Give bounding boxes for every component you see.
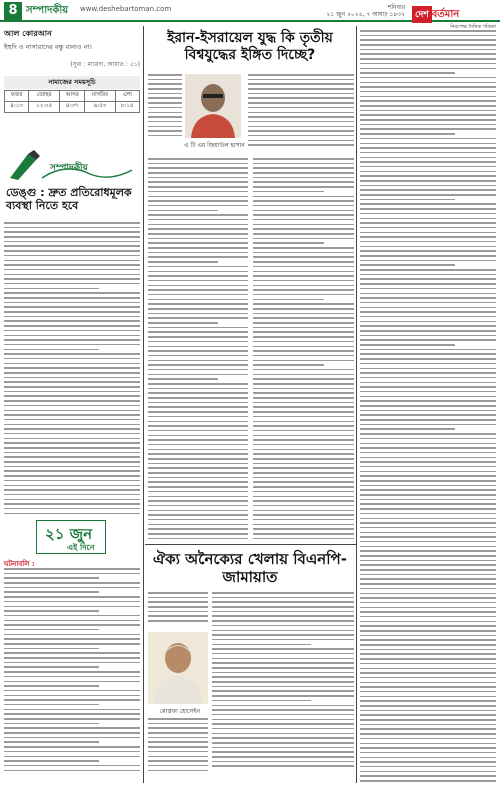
- quote-block: [4, 28, 140, 113]
- section-divider: [145, 544, 357, 545]
- weekday: শনিবার: [387, 4, 405, 11]
- masthead-logo: [412, 2, 496, 30]
- section-name: সম্পাদকীয়: [26, 5, 69, 16]
- masthead-box: দেশ: [412, 6, 432, 23]
- quote-text: ইহুদি ও নাসারাদের বন্ধু বানাও না।: [4, 43, 92, 51]
- this-day-box: [36, 520, 106, 554]
- second-article-body-col2: [212, 592, 354, 782]
- masthead-text: বর্তমান: [431, 9, 460, 20]
- quote-heading: আল কোরআন: [4, 29, 52, 38]
- column-divider: [356, 26, 357, 783]
- article-body-col2: [248, 74, 354, 154]
- prayer-time: ৮:১৫: [115, 102, 139, 113]
- editorial-headline: ডেঙ্গু : দ্রুত প্রতিরোধমূলক ব্যবস্থা নিতে হবে: [6, 186, 132, 212]
- this-day-label: এই দিনে: [67, 543, 95, 552]
- author-name: মোস্তফা হোসেইন: [159, 708, 201, 715]
- author-photo: [148, 632, 208, 704]
- prayer-times-title: নামাজের সময়সূচি: [4, 76, 140, 89]
- prayer-time-row: [5, 102, 140, 113]
- history-list: [4, 568, 140, 780]
- prayer-name: জোহর: [29, 91, 60, 102]
- prayer-time: ৪:১৩: [5, 102, 29, 113]
- page-number: 8: [4, 2, 22, 20]
- author-name: এ টি এম জিয়াউল হাসান: [184, 142, 245, 149]
- prayer-name: আসর: [60, 91, 85, 102]
- prayer-name: মাগরিব: [85, 91, 115, 102]
- prayer-time: ১২:০৫: [29, 102, 60, 113]
- prayer-times-table: [4, 90, 140, 113]
- prayer-time: ৬:৫৩: [85, 102, 115, 113]
- editorial-label: সম্পাদকীয়: [50, 163, 88, 173]
- article-body-col4: [253, 158, 354, 540]
- author-photo: [185, 74, 241, 138]
- page-header: [0, 0, 500, 30]
- quote-source: (সুরা : মায়েদা, আয়াত : ৫১): [70, 61, 140, 68]
- this-day-date: ২১ জুন: [45, 525, 93, 543]
- prayer-name: এশা: [115, 91, 139, 102]
- history-title: ঘটনাবলি :: [4, 560, 35, 568]
- website-link[interactable]: www.deshebartoman.com: [80, 5, 172, 13]
- second-article-headline[interactable]: ঐক্য অনৈক্যের খেলায় বিএনপি-জামায়াত: [153, 550, 347, 586]
- second-article-body-col3: [148, 718, 208, 782]
- date: ২১ জুন ২০২৫, ৭ আষাঢ় ১৪৩২: [326, 11, 405, 18]
- article-body-col3: [148, 158, 248, 540]
- masthead-subtitle: নিরপেক্ষ দৈনিক পত্রিকা: [450, 24, 496, 30]
- second-article-body-col1: [148, 592, 208, 628]
- article-body-col1: [148, 74, 182, 142]
- column-divider: [143, 26, 144, 783]
- article-body-col5: [360, 30, 496, 782]
- publication-date: [290, 4, 405, 18]
- editorial-body: [4, 222, 140, 514]
- prayer-header-row: [5, 91, 140, 102]
- prayer-time: ৪:৩৭: [60, 102, 85, 113]
- prayer-name: ফজর: [5, 91, 29, 102]
- main-article-headline[interactable]: ইরান-ইসরায়েল যুদ্ধ কি তৃতীয় বিশ্বযুদ্ধের ইঙ্গিত দিচ্ছে?: [167, 30, 333, 63]
